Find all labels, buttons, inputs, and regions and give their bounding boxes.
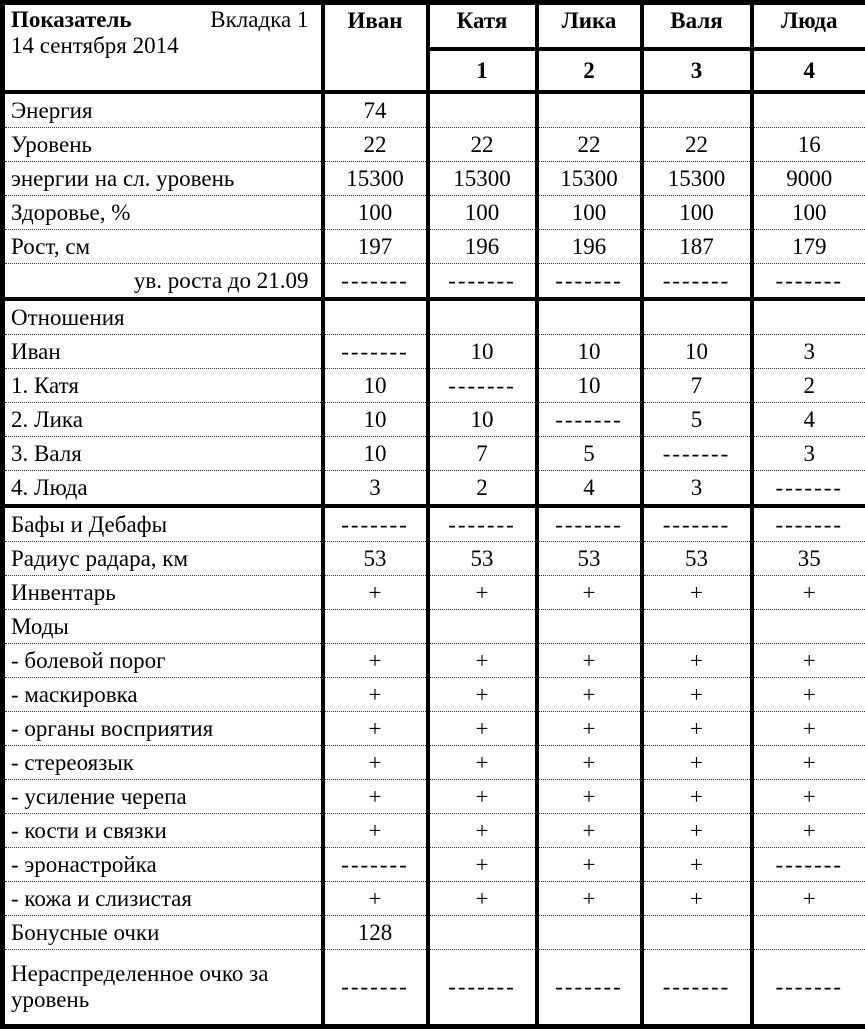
value-cell: + bbox=[752, 814, 865, 848]
table-row bbox=[3, 92, 865, 128]
value-cell: ------- bbox=[752, 950, 865, 1027]
row-label: Энергия bbox=[3, 92, 323, 128]
value-cell: 22 bbox=[428, 128, 537, 162]
table-row bbox=[3, 299, 865, 335]
table-row bbox=[3, 678, 865, 712]
value-cell: + bbox=[642, 882, 752, 916]
header-col-number: 4 bbox=[752, 49, 865, 92]
value-cell: ------- bbox=[752, 264, 865, 300]
value-cell: + bbox=[428, 848, 537, 882]
value-cell: + bbox=[323, 882, 428, 916]
value-cell: ------- bbox=[537, 506, 642, 542]
value-cell: ------- bbox=[323, 335, 428, 369]
value-cell: + bbox=[642, 576, 752, 610]
value-cell: 4 bbox=[537, 471, 642, 507]
row-label: - кожа и слизистая bbox=[3, 882, 323, 916]
value-cell: + bbox=[323, 678, 428, 712]
value-cell bbox=[537, 92, 642, 128]
value-cell: 196 bbox=[537, 230, 642, 264]
row-label: 1. Катя bbox=[3, 369, 323, 403]
header-indicator-cell bbox=[3, 3, 323, 93]
row-label: Радиус радара, км bbox=[3, 542, 323, 576]
row-label: Инвентарь bbox=[3, 576, 323, 610]
value-cell: 100 bbox=[642, 196, 752, 230]
value-cell: 3 bbox=[752, 437, 865, 471]
value-cell: ------- bbox=[537, 950, 642, 1027]
table-row bbox=[3, 230, 865, 264]
value-cell: 35 bbox=[752, 542, 865, 576]
value-cell: ------- bbox=[537, 264, 642, 300]
value-cell: 22 bbox=[642, 128, 752, 162]
value-cell: + bbox=[428, 780, 537, 814]
table-row bbox=[3, 437, 865, 471]
value-cell: + bbox=[537, 848, 642, 882]
value-cell: 53 bbox=[428, 542, 537, 576]
table-row bbox=[3, 950, 865, 1027]
value-cell: + bbox=[642, 814, 752, 848]
value-cell: + bbox=[428, 746, 537, 780]
value-cell bbox=[752, 610, 865, 644]
value-cell bbox=[642, 92, 752, 128]
value-cell: ------- bbox=[323, 264, 428, 300]
value-cell: + bbox=[752, 780, 865, 814]
value-cell: + bbox=[752, 746, 865, 780]
header-line-1 bbox=[11, 7, 315, 33]
value-cell bbox=[752, 916, 865, 950]
value-cell bbox=[428, 916, 537, 950]
value-cell bbox=[642, 916, 752, 950]
value-cell: 10 bbox=[323, 403, 428, 437]
value-cell: ------- bbox=[323, 506, 428, 542]
value-cell: ------- bbox=[428, 506, 537, 542]
value-cell: + bbox=[642, 712, 752, 746]
table-row bbox=[3, 882, 865, 916]
value-cell bbox=[323, 610, 428, 644]
value-cell: 100 bbox=[323, 196, 428, 230]
table-row bbox=[3, 128, 865, 162]
value-cell: + bbox=[537, 746, 642, 780]
row-label: - кости и связки bbox=[3, 814, 323, 848]
value-cell: ------- bbox=[642, 437, 752, 471]
table-row bbox=[3, 335, 865, 369]
table-row bbox=[3, 916, 865, 950]
value-cell: + bbox=[323, 814, 428, 848]
value-cell: + bbox=[642, 780, 752, 814]
table-row bbox=[3, 264, 865, 300]
value-cell: 10 bbox=[642, 335, 752, 369]
row-label: 4. Люда bbox=[3, 471, 323, 507]
value-cell: ------- bbox=[642, 506, 752, 542]
value-cell: 197 bbox=[323, 230, 428, 264]
row-label: Здоровье, % bbox=[3, 196, 323, 230]
value-cell: + bbox=[642, 644, 752, 678]
value-cell bbox=[752, 299, 865, 335]
value-cell: ------- bbox=[642, 950, 752, 1027]
value-cell: ------- bbox=[752, 506, 865, 542]
value-cell: 100 bbox=[428, 196, 537, 230]
value-cell: ------- bbox=[752, 848, 865, 882]
value-cell: 10 bbox=[428, 335, 537, 369]
value-cell: + bbox=[323, 746, 428, 780]
value-cell: + bbox=[428, 678, 537, 712]
row-label: - маскировка bbox=[3, 678, 323, 712]
table-row bbox=[3, 746, 865, 780]
value-cell: 53 bbox=[323, 542, 428, 576]
value-cell: 22 bbox=[323, 128, 428, 162]
value-cell: 15300 bbox=[537, 162, 642, 196]
header-col-name: Иван bbox=[323, 3, 428, 93]
table-row bbox=[3, 848, 865, 882]
value-cell: 15300 bbox=[428, 162, 537, 196]
value-cell: + bbox=[537, 678, 642, 712]
value-cell: 2 bbox=[752, 369, 865, 403]
value-cell: ------- bbox=[642, 264, 752, 300]
value-cell bbox=[642, 610, 752, 644]
row-label: Уровень bbox=[3, 128, 323, 162]
table-row bbox=[3, 712, 865, 746]
row-label: - болевой порог bbox=[3, 644, 323, 678]
value-cell: + bbox=[752, 882, 865, 916]
value-cell: 10 bbox=[323, 369, 428, 403]
value-cell: + bbox=[323, 780, 428, 814]
table-row bbox=[3, 506, 865, 542]
value-cell: 15300 bbox=[642, 162, 752, 196]
value-cell: 3 bbox=[323, 471, 428, 507]
value-cell: + bbox=[537, 576, 642, 610]
row-label: - стереоязык bbox=[3, 746, 323, 780]
header-col-name: Катя bbox=[428, 3, 537, 50]
row-label: 3. Валя bbox=[3, 437, 323, 471]
header-row-names bbox=[3, 3, 865, 50]
value-cell: + bbox=[428, 576, 537, 610]
row-label: Иван bbox=[3, 335, 323, 369]
row-label: Нераспределенное очко за уровень bbox=[3, 950, 323, 1027]
value-cell: 53 bbox=[642, 542, 752, 576]
value-cell: + bbox=[537, 644, 642, 678]
value-cell: 9000 bbox=[752, 162, 865, 196]
value-cell: + bbox=[537, 814, 642, 848]
value-cell: + bbox=[428, 712, 537, 746]
table-row bbox=[3, 644, 865, 678]
row-label: Отношения bbox=[3, 299, 323, 335]
header-col-number: 2 bbox=[537, 49, 642, 92]
value-cell: + bbox=[752, 644, 865, 678]
row-label: энергии на сл. уровень bbox=[3, 162, 323, 196]
value-cell: + bbox=[752, 712, 865, 746]
table-header bbox=[3, 3, 865, 93]
value-cell: 4 bbox=[752, 403, 865, 437]
value-cell: 22 bbox=[537, 128, 642, 162]
value-cell: 179 bbox=[752, 230, 865, 264]
value-cell: + bbox=[428, 814, 537, 848]
table-row bbox=[3, 471, 865, 507]
table-row bbox=[3, 403, 865, 437]
value-cell: 10 bbox=[537, 369, 642, 403]
value-cell: 128 bbox=[323, 916, 428, 950]
value-cell: ------- bbox=[323, 848, 428, 882]
row-label: Бонусные очки bbox=[3, 916, 323, 950]
row-label: - органы восприятия bbox=[3, 712, 323, 746]
row-label: - усиление черепа bbox=[3, 780, 323, 814]
value-cell: 53 bbox=[537, 542, 642, 576]
value-cell: 74 bbox=[323, 92, 428, 128]
date-label: 14 сентября 2014 bbox=[11, 33, 315, 59]
header-col-name: Люда bbox=[752, 3, 865, 50]
value-cell: ------- bbox=[323, 950, 428, 1027]
value-cell: 187 bbox=[642, 230, 752, 264]
table-body bbox=[3, 92, 865, 1027]
value-cell: + bbox=[428, 882, 537, 916]
table-row bbox=[3, 369, 865, 403]
value-cell: 15300 bbox=[323, 162, 428, 196]
table-row bbox=[3, 196, 865, 230]
table-row bbox=[3, 576, 865, 610]
value-cell bbox=[537, 610, 642, 644]
value-cell: + bbox=[428, 644, 537, 678]
value-cell: 196 bbox=[428, 230, 537, 264]
value-cell bbox=[752, 92, 865, 128]
value-cell: + bbox=[323, 576, 428, 610]
value-cell: + bbox=[323, 644, 428, 678]
value-cell: + bbox=[323, 712, 428, 746]
value-cell bbox=[428, 92, 537, 128]
value-cell bbox=[537, 916, 642, 950]
value-cell: 5 bbox=[642, 403, 752, 437]
header-col-name: Валя bbox=[642, 3, 752, 50]
value-cell: 100 bbox=[537, 196, 642, 230]
header-col-number: 3 bbox=[642, 49, 752, 92]
value-cell: 100 bbox=[752, 196, 865, 230]
value-cell: ------- bbox=[428, 369, 537, 403]
table-row bbox=[3, 162, 865, 196]
value-cell: 16 bbox=[752, 128, 865, 162]
row-label: Моды bbox=[3, 610, 323, 644]
value-cell: ------- bbox=[428, 950, 537, 1027]
value-cell: ------- bbox=[537, 403, 642, 437]
value-cell: 10 bbox=[428, 403, 537, 437]
value-cell bbox=[642, 299, 752, 335]
row-label: - эронастройка bbox=[3, 848, 323, 882]
value-cell: ------- bbox=[752, 471, 865, 507]
value-cell: + bbox=[537, 712, 642, 746]
indicator-title: Показатель bbox=[11, 7, 132, 33]
row-label: ув. роста до 21.09 bbox=[3, 264, 323, 300]
value-cell: ------- bbox=[428, 264, 537, 300]
value-cell: + bbox=[642, 848, 752, 882]
table-row bbox=[3, 780, 865, 814]
row-label: Рост, см bbox=[3, 230, 323, 264]
value-cell: 10 bbox=[537, 335, 642, 369]
value-cell: 7 bbox=[428, 437, 537, 471]
value-cell bbox=[428, 610, 537, 644]
value-cell: + bbox=[537, 780, 642, 814]
value-cell: + bbox=[752, 576, 865, 610]
header-col-number: 1 bbox=[428, 49, 537, 92]
row-label: 2. Лика bbox=[3, 403, 323, 437]
value-cell bbox=[537, 299, 642, 335]
value-cell: 3 bbox=[752, 335, 865, 369]
row-label: Бафы и Дебафы bbox=[3, 506, 323, 542]
value-cell: 3 bbox=[642, 471, 752, 507]
table-row bbox=[3, 610, 865, 644]
value-cell: 7 bbox=[642, 369, 752, 403]
value-cell: 5 bbox=[537, 437, 642, 471]
value-cell bbox=[428, 299, 537, 335]
value-cell: + bbox=[752, 678, 865, 712]
value-cell: 10 bbox=[323, 437, 428, 471]
value-cell: 2 bbox=[428, 471, 537, 507]
value-cell: + bbox=[642, 746, 752, 780]
tab-label: Вкладка 1 bbox=[210, 7, 308, 33]
value-cell: + bbox=[537, 882, 642, 916]
header-col-name: Лика bbox=[537, 3, 642, 50]
table-row bbox=[3, 542, 865, 576]
value-cell bbox=[323, 299, 428, 335]
table-row bbox=[3, 814, 865, 848]
value-cell: + bbox=[642, 678, 752, 712]
